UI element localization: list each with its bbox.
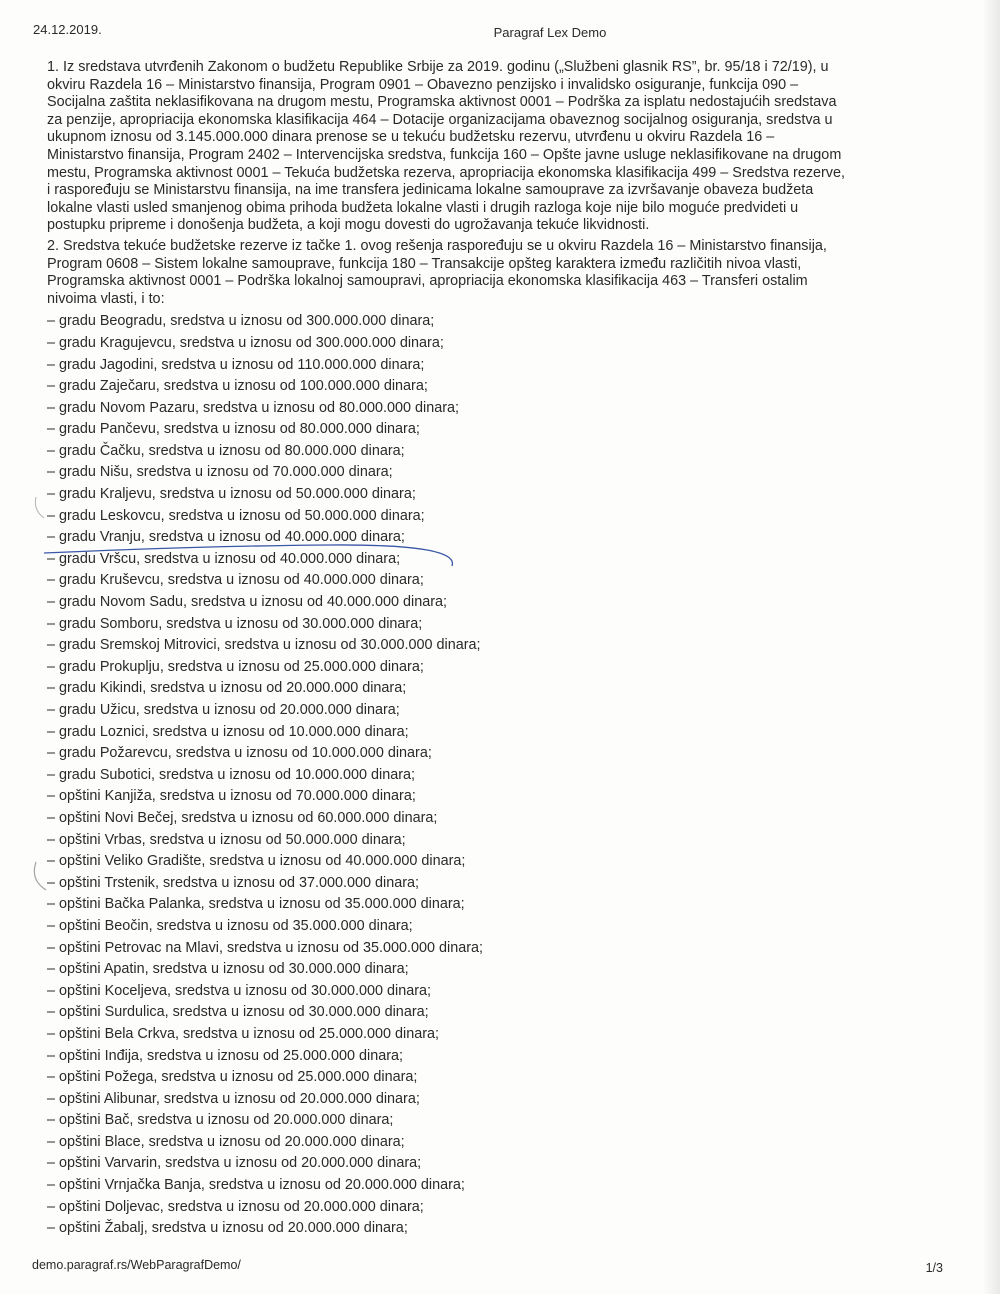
list-item: – opštini Koceljeva, sredstva u iznosu od 30.000.000 dinara; xyxy=(47,981,947,1003)
list-item: – gradu Sremskoj Mitrovici, sredstva u iznosu od 30.000.000 dinara; xyxy=(47,635,947,657)
document-body xyxy=(47,59,947,1240)
paragraph-1-line: okviru Razdela 16 – Ministarstvo finansija, Program 0901 – Obavezno penzijsko i invalidsko osiguranje, funkcija 090 – xyxy=(47,76,799,93)
list-item: – gradu Jagodini, sredstva u iznosu od 110.000.000 dinara; xyxy=(47,355,947,377)
list-item: – gradu Novom Sadu, sredstva u iznosu od 40.000.000 dinara; xyxy=(47,592,947,614)
paragraph-1-line: za penzije, apropriacija ekonomska klasifikacija 464 – Dotacije organizacijama obaveznog socijalnog osiguranja, sredstva u xyxy=(47,111,833,128)
list-item: – gradu Subotici, sredstva u iznosu od 10.000.000 dinara; xyxy=(47,765,947,787)
list-item: – gradu Pančevu, sredstva u iznosu od 80.000.000 dinara; xyxy=(47,419,947,441)
paragraph-2-line: 2. Sredstva tekuće budžetske rezerve iz tačke 1. ovog rešenja raspoređuju se u okviru Razdela 16 – Ministarstvo finansija, xyxy=(47,237,827,254)
paragraph-1-line: lokalne vlasti usled smanjenog obima prihoda budžeta lokalne vlasti i drugih razloga koje nije bilo moguće predvideti u xyxy=(47,199,799,216)
list-item: – gradu Vranju, sredstva u iznosu od 40.000.000 dinara; xyxy=(47,527,947,549)
list-item: – opštini Žabalj, sredstva u iznosu od 20.000.000 dinara; xyxy=(47,1218,947,1240)
page-number: 1/3 xyxy=(925,1261,943,1275)
pen-tick-kraljevu xyxy=(35,497,44,518)
pen-tick-veliko-gradiste xyxy=(34,862,46,890)
paragraph-2-line: Program 0608 – Sistem lokalne samouprave, funkcija 180 – Transakcije opšteg karaktera između različitih nivoa vlasti, xyxy=(47,255,802,272)
list-item: – opštini Požega, sredstva u iznosu od 25.000.000 dinara; xyxy=(47,1067,947,1089)
paragraph-1 xyxy=(47,59,947,235)
paragraph-1-line: Ministarstvo finansija, Program 2402 – Intervencijska sredstva, funkcija 160 – Opšte javne usluge neklasifikovane na drugom xyxy=(47,146,842,163)
paragraph-2-line: nivoima vlasti, i to: xyxy=(47,290,165,307)
list-item: – opštini Bač, sredstva u iznosu od 20.000.000 dinara; xyxy=(47,1110,947,1132)
paragraph-1-line: ukupnom iznosu od 3.145.000.000 dinara prenose se u tekuću budžetsku rezervu, utvrđenu u okviru Razdela 16 – xyxy=(47,129,775,146)
header-date: 24.12.2019. xyxy=(33,22,102,37)
paragraph-1-line: postupku pripreme i donošenja budžeta, a koji mogu dovesti do ugrožavanja tekuće likvidnosti. xyxy=(47,217,650,234)
footer-url: demo.paragraf.rs/WebParagrafDemo/ xyxy=(32,1258,241,1272)
list-item: – opštini Kanjiža, sredstva u iznosu od 70.000.000 dinara; xyxy=(47,786,947,808)
paragraph-1-line: i raspoređuju se Ministarstvu finansija, na ime transfera jedinicama lokalne samouprave za izvršavanje obaveza budžeta xyxy=(47,182,814,199)
list-item: – opštini Vrbas, sredstva u iznosu od 50.000.000 dinara; xyxy=(47,830,947,852)
list-item: – gradu Beogradu, sredstva u iznosu od 300.000.000 dinara; xyxy=(47,311,947,333)
list-item: – opštini Trstenik, sredstva u iznosu od 37.000.000 dinara; xyxy=(47,873,947,895)
list-item: – opštini Inđija, sredstva u iznosu od 25.000.000 dinara; xyxy=(47,1046,947,1068)
list-item: – opštini Beočin, sredstva u iznosu od 35.000.000 dinara; xyxy=(47,916,947,938)
list-item: – gradu Kikindi, sredstva u iznosu od 20.000.000 dinara; xyxy=(47,678,947,700)
list-item: – opštini Varvarin, sredstva u iznosu od 20.000.000 dinara; xyxy=(47,1153,947,1175)
list-item: – opštini Vrnjačka Banja, sredstva u iznosu od 20.000.000 dinara; xyxy=(47,1175,947,1197)
list-item: – gradu Novom Pazaru, sredstva u iznosu od 80.000.000 dinara; xyxy=(47,398,947,420)
paragraph-2 xyxy=(47,238,947,308)
allocation-list xyxy=(47,311,947,1240)
list-item: – opštini Blace, sredstva u iznosu od 20.000.000 dinara; xyxy=(47,1132,947,1154)
list-item: – gradu Loznici, sredstva u iznosu od 10.000.000 dinara; xyxy=(47,722,947,744)
scan-edge-shadow xyxy=(982,0,1000,1294)
list-item: – opštini Surdulica, sredstva u iznosu od 30.000.000 dinara; xyxy=(47,1002,947,1024)
list-item: – opštini Veliko Gradište, sredstva u iznosu od 40.000.000 dinara; xyxy=(47,851,947,873)
list-item: – opštini Bačka Palanka, sredstva u iznosu od 35.000.000 dinara; xyxy=(47,894,947,916)
list-item: – opštini Alibunar, sredstva u iznosu od 20.000.000 dinara; xyxy=(47,1089,947,1111)
list-item: – opštini Petrovac na Mlavi, sredstva u iznosu od 35.000.000 dinara; xyxy=(47,938,947,960)
list-item: – gradu Kragujevcu, sredstva u iznosu od 300.000.000 dinara; xyxy=(47,333,947,355)
paragraph-1-line: 1. Iz sredstava utvrđenih Zakonom o budžetu Republike Srbije za 2019. godinu („Službeni glasnik RS”, br. 95/18 i 72/19), u xyxy=(47,59,829,75)
list-item: – gradu Prokuplju, sredstva u iznosu od 25.000.000 dinara; xyxy=(47,657,947,679)
list-item: – gradu Zaječaru, sredstva u iznosu od 100.000.000 dinara; xyxy=(47,376,947,398)
paragraph-1-line: Socijalna zaštita neklasifikovana na drugom mestu, Programska aktivnost 0001 – Podrška za isplatu nedostajućih sredstava xyxy=(47,94,837,111)
list-item: – gradu Čačku, sredstva u iznosu od 80.000.000 dinara; xyxy=(47,441,947,463)
list-item: – gradu Somboru, sredstva u iznosu od 30.000.000 dinara; xyxy=(47,614,947,636)
list-item: – gradu Vršcu, sredstva u iznosu od 40.000.000 dinara; xyxy=(47,549,947,571)
list-item: – gradu Kruševcu, sredstva u iznosu od 40.000.000 dinara; xyxy=(47,570,947,592)
paragraph-1-line: mestu, Programska aktivnost 0001 – Tekuća budžetska rezerva, apropriacija ekonomska klasifikacija 499 – Sredstva rezerve, xyxy=(47,164,846,181)
list-item: – gradu Požarevcu, sredstva u iznosu od 10.000.000 dinara; xyxy=(47,743,947,765)
list-item: – opštini Bela Crkva, sredstva u iznosu od 25.000.000 dinara; xyxy=(47,1024,947,1046)
list-item: – opštini Doljevac, sredstva u iznosu od 20.000.000 dinara; xyxy=(47,1197,947,1219)
list-item: – gradu Leskovcu, sredstva u iznosu od 50.000.000 dinara; xyxy=(47,506,947,528)
list-item: – gradu Nišu, sredstva u iznosu od 70.000.000 dinara; xyxy=(47,462,947,484)
list-item: – gradu Kraljevu, sredstva u iznosu od 50.000.000 dinara; xyxy=(47,484,947,506)
list-item: – opštini Novi Bečej, sredstva u iznosu od 60.000.000 dinara; xyxy=(47,808,947,830)
paragraph-2-line: Programska aktivnost 0001 – Podrška lokalnoj samoupravi, apropriacija ekonomska klasifikacija 463 – Transferi ostalim xyxy=(47,273,808,290)
header-title: Paragraf Lex Demo xyxy=(493,25,607,40)
list-item: – gradu Užicu, sredstva u iznosu od 20.000.000 dinara; xyxy=(47,700,947,722)
list-item: – opštini Apatin, sredstva u iznosu od 30.000.000 dinara; xyxy=(47,959,947,981)
